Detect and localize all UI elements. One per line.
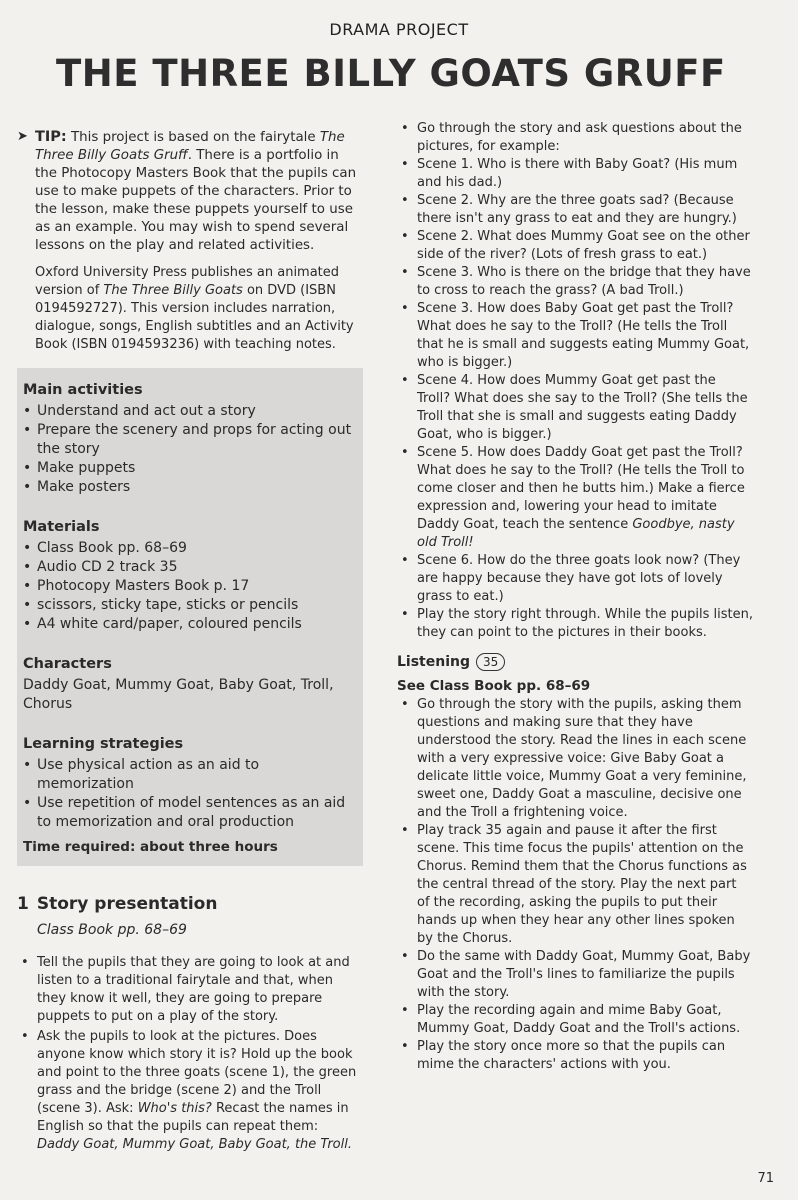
story-list (17, 954, 363, 1156)
list-item: • Play the recording again and mime Baby Goat, Mummy Goat, Daddy Goat and the Troll's actions. (397, 1002, 753, 1038)
list-item: • scissors, sticky tape, sticks or pencils (23, 596, 357, 615)
list-item: • Scene 1. Who is there with Baby Goat? (His mum and his dad.) (397, 156, 753, 192)
page-number: 71 (757, 1171, 774, 1186)
oup-title: The Three Billy Goats (103, 283, 243, 298)
list-item: • Go through the story and ask questions about the pictures, for example: (397, 120, 753, 156)
list-item: • A4 white card/paper, coloured pencils (23, 615, 357, 634)
list-item: • Class Book pp. 68–69 (23, 539, 357, 558)
list-item: • Do the same with Daddy Goat, Mummy Goat, Baby Goat and the Troll's lines to familiarize the pupils with the story. (397, 948, 753, 1002)
list-item: • Play the story once more so that the pupils can mime the characters' actions with you. (397, 1038, 753, 1074)
materials-list (23, 539, 357, 634)
item-question: Who's this? (137, 1101, 212, 1116)
materials-heading: Materials (23, 519, 100, 535)
list-item: • Use physical action as an aid to memorization (23, 756, 357, 794)
listening-label: Listening (397, 654, 470, 670)
section-number: 1 (17, 894, 29, 914)
item-text-b: Recast the names in English so that the pupils can repeat them: (37, 1101, 349, 1134)
tip-text-b: . There is a portfolio in the Photocopy Masters Book that the pupils can use to make puppets of the characters. Prior to the lesson, make these puppets yourself to use as an example. You may wish to spend several lessons on the play and related activities. (35, 148, 357, 253)
list-item (397, 444, 753, 552)
summary-box (17, 368, 363, 866)
list-item: • Play track 35 again and pause it after the first scene. This time focus the pupils' attention on the Chorus. Remind them that the Chorus functions as the central thread of the story. Play the next part of the recording, asking the pupils to put their hands up when they hear any other lines spoken by the Chorus. (397, 822, 753, 948)
item-text-a: Ask the pupils to look at the pictures. Does anyone know which story it is? Hold up the book and point to the three goats (scene 1), the green grass and the bridge (scene 2) and the Troll (scene 3). Ask: (37, 1029, 357, 1116)
item-italic: Goodbye, nasty old Troll! (417, 517, 735, 550)
section-title: Story presentation (36, 894, 218, 914)
list-item: • Make posters (23, 478, 357, 497)
tip-text-a: This project is based on the fairytale (66, 130, 320, 145)
tip-label: TIP: (35, 129, 67, 145)
tip-paragraph (17, 128, 363, 255)
characters-text: Daddy Goat, Mummy Goat, Baby Goat, Troll, Chorus (23, 677, 334, 712)
oup-text-b: on DVD (ISBN 0194592727). This version includes narration, dialogue, songs, English subtitles and an Activity Book (ISBN 0194593236) with teaching notes. (35, 283, 354, 352)
list-item (17, 1028, 363, 1154)
oup-paragraph (17, 264, 363, 354)
see-class-book-heading: See Class Book pp. 68–69 (397, 678, 591, 694)
list-item: • Scene 6. How do the three goats look now? (They are happy because they have got lots of lovely grass to eat.) (397, 552, 753, 606)
arrow-right-icon: ➤ (17, 129, 28, 144)
main-activities-heading: Main activities (23, 382, 143, 398)
story-heading (17, 894, 217, 914)
listening-heading (397, 652, 753, 672)
list-item: • Go through the story with the pupils, asking them questions and making sure that they have understood the story. Read the lines in each scene with a very expressive voice: Give Baby Goat a delicate little voice, Mummy Goat a very feminine, sweet one, Daddy Goat a masculine, decisive one and the Troll a frightening voice. (397, 696, 753, 822)
item-names: Daddy Goat, Mummy Goat, Baby Goat, the Troll. (37, 1137, 352, 1152)
list-item: • Scene 3. How does Baby Goat get past the Troll? What does he say to the Troll? (He tells the Troll that he is small and suggests eating Mummy Goat, who is bigger.) (397, 300, 753, 372)
list-item: • Prepare the scenery and props for acting out the story (23, 421, 357, 459)
page-title: THE THREE BILLY GOATS GRUFF (56, 52, 726, 95)
track-number-badge: 35 (476, 653, 505, 671)
list-item: • Play the story right through. While the pupils listen, they can point to the pictures in their books. (397, 606, 753, 642)
list-item: • Scene 2. Why are the three goats sad? (Because there isn't any grass to eat and they are hungry.) (397, 192, 753, 228)
tip-title: The Three Billy Goats Gruff (35, 130, 345, 163)
item-text: Scene 5. How does Daddy Goat get past the Troll? What does he say to the Troll? (He tells the Troll to come closer and then he butts him.) Make a fierce expression and, lowering your head to imitate Daddy Goat, teach the sentence (417, 445, 745, 532)
time-required: Time required: about three hours (23, 839, 278, 855)
strategies-heading: Learning strategies (23, 736, 184, 752)
list-item: • Photocopy Masters Book p. 17 (23, 577, 357, 596)
story-subheading: Class Book pp. 68–69 (37, 922, 187, 938)
list-item: • Scene 4. How does Mummy Goat get past the Troll? What does she say to the Troll? (She tells the Troll that she is small and suggests eating Daddy Goat, who is bigger.) (397, 372, 753, 444)
list-item: • Audio CD 2 track 35 (23, 558, 357, 577)
left-column (17, 128, 363, 1152)
list-item: • Use repetition of model sentences as an aid to memorization and oral production (23, 794, 357, 832)
list-item: • Scene 3. Who is there on the bridge that they have to cross to reach the grass? (A bad Troll.) (397, 264, 753, 300)
list-item: • Make puppets (23, 459, 357, 478)
question-list (397, 120, 753, 642)
list-item: • Scene 2. What does Mummy Goat see on the other side of the river? (Lots of fresh grass to eat.) (397, 228, 753, 264)
main-activities-list (23, 402, 357, 497)
list-item: • Understand and act out a story (23, 402, 357, 421)
list-item: • Tell the pupils that they are going to look at and listen to a traditional fairytale and that, when they know it well, they are going to prepare puppets to put on a play of the story. (17, 954, 363, 1026)
listening-list (397, 696, 753, 1074)
oup-text-a: Oxford University Press publishes an animated version of (35, 265, 340, 298)
right-column (397, 120, 753, 1074)
characters-heading: Characters (23, 656, 112, 672)
section-label: DRAMA PROJECT (329, 20, 469, 39)
strategies-list (23, 756, 357, 832)
